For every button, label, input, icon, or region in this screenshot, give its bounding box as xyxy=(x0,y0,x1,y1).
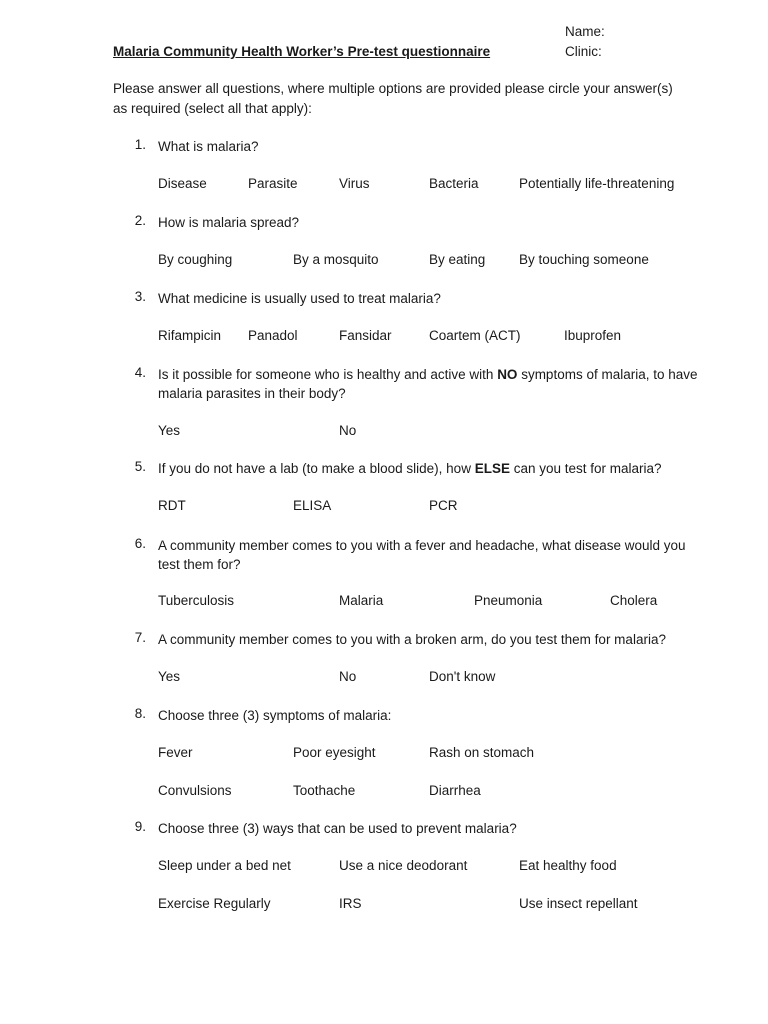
question-text-emphasis: ELSE xyxy=(474,461,510,476)
answer-option[interactable]: Ibuprofen xyxy=(564,328,622,343)
document-title: Malaria Community Health Worker’s Pre-test questionnaire xyxy=(113,44,491,59)
name-label: Name: xyxy=(565,24,605,39)
instructions-line-1: Please answer all questions, where multiple options are provided please circle your answer(s) xyxy=(113,81,673,96)
question-text: A community member comes to you with a fever and headache, what disease would you test them for? xyxy=(158,538,686,572)
answer-option[interactable]: Use a nice deodorant xyxy=(339,858,468,873)
answer-option[interactable]: Fever xyxy=(158,745,193,760)
answer-option[interactable]: Don't know xyxy=(429,669,496,684)
answer-option[interactable]: Diarrhea xyxy=(429,783,481,798)
answer-option[interactable]: No xyxy=(339,423,357,438)
answer-option[interactable]: RDT xyxy=(158,498,186,513)
answer-option[interactable]: By a mosquito xyxy=(293,252,379,267)
answer-option[interactable]: Bacteria xyxy=(429,176,479,191)
question-text: How is malaria spread? xyxy=(158,215,300,230)
answer-option[interactable]: By eating xyxy=(429,252,486,267)
question-text: Choose three (3) ways that can be used to prevent malaria? xyxy=(158,821,517,836)
question-text xyxy=(158,459,698,478)
answer-option[interactable]: Virus xyxy=(339,176,370,191)
answer-option[interactable]: Convulsions xyxy=(158,783,232,798)
question-text xyxy=(158,365,698,403)
answer-option[interactable]: IRS xyxy=(339,896,362,911)
answer-option[interactable]: Eat healthy food xyxy=(519,858,617,873)
answer-option[interactable]: Use insect repellant xyxy=(519,896,638,911)
question-number: 3. xyxy=(134,289,146,304)
question-text: Choose three (3) symptoms of malaria: xyxy=(158,708,392,723)
question-text-part: can you test for malaria? xyxy=(509,461,662,476)
question-number: 4. xyxy=(134,365,146,380)
answer-option[interactable]: Potentially life-threatening xyxy=(519,176,675,191)
answer-option[interactable]: By coughing xyxy=(158,252,233,267)
question-text: A community member comes to you with a broken arm, do you test them for malaria? xyxy=(158,632,666,647)
answer-option[interactable]: ELISA xyxy=(293,498,332,513)
answer-option[interactable]: Malaria xyxy=(339,593,384,608)
answer-option[interactable]: Sleep under a bed net xyxy=(158,858,291,873)
answer-option[interactable]: Disease xyxy=(158,176,207,191)
answer-option[interactable]: Coartem (ACT) xyxy=(429,328,521,343)
question-text-emphasis: NO xyxy=(497,367,518,382)
question-text-part: If you do not have a lab (to make a blood slide), how xyxy=(158,461,475,476)
instructions-line-2: as required (select all that apply): xyxy=(113,101,312,116)
answer-option[interactable]: Yes xyxy=(158,669,181,684)
question-number: 5. xyxy=(134,459,146,474)
answer-option[interactable]: Poor eyesight xyxy=(293,745,376,760)
answer-option[interactable]: PCR xyxy=(429,498,458,513)
answer-option[interactable]: By touching someone xyxy=(519,252,649,267)
answer-option[interactable]: Tuberculosis xyxy=(158,593,235,608)
answer-option[interactable]: Cholera xyxy=(610,593,658,608)
answer-option[interactable]: Rifampicin xyxy=(158,328,222,343)
question-number: 6. xyxy=(134,536,146,551)
answer-option[interactable]: Rash on stomach xyxy=(429,745,535,760)
question-text-part: symptoms of malaria, to have malaria parasites in their body? xyxy=(158,367,698,401)
question-number: 7. xyxy=(134,630,146,645)
question-number: 2. xyxy=(134,213,146,228)
answer-option[interactable]: Pneumonia xyxy=(474,593,543,608)
clinic-label: Clinic: xyxy=(565,44,602,59)
question-text: What is malaria? xyxy=(158,139,259,154)
answer-option[interactable]: Parasite xyxy=(248,176,298,191)
question-number: 1. xyxy=(134,137,146,152)
answer-option[interactable]: Toothache xyxy=(293,783,356,798)
question-number: 8. xyxy=(134,706,146,721)
answer-option[interactable]: Panadol xyxy=(248,328,298,343)
question-text: What medicine is usually used to treat malaria? xyxy=(158,291,441,306)
answer-option[interactable]: Fansidar xyxy=(339,328,392,343)
question-number: 9. xyxy=(134,819,146,834)
question-text-part: Is it possible for someone who is healthy and active with xyxy=(158,367,498,382)
answer-option[interactable]: Yes xyxy=(158,423,181,438)
answer-option[interactable]: Exercise Regularly xyxy=(158,896,271,911)
answer-option[interactable]: No xyxy=(339,669,357,684)
